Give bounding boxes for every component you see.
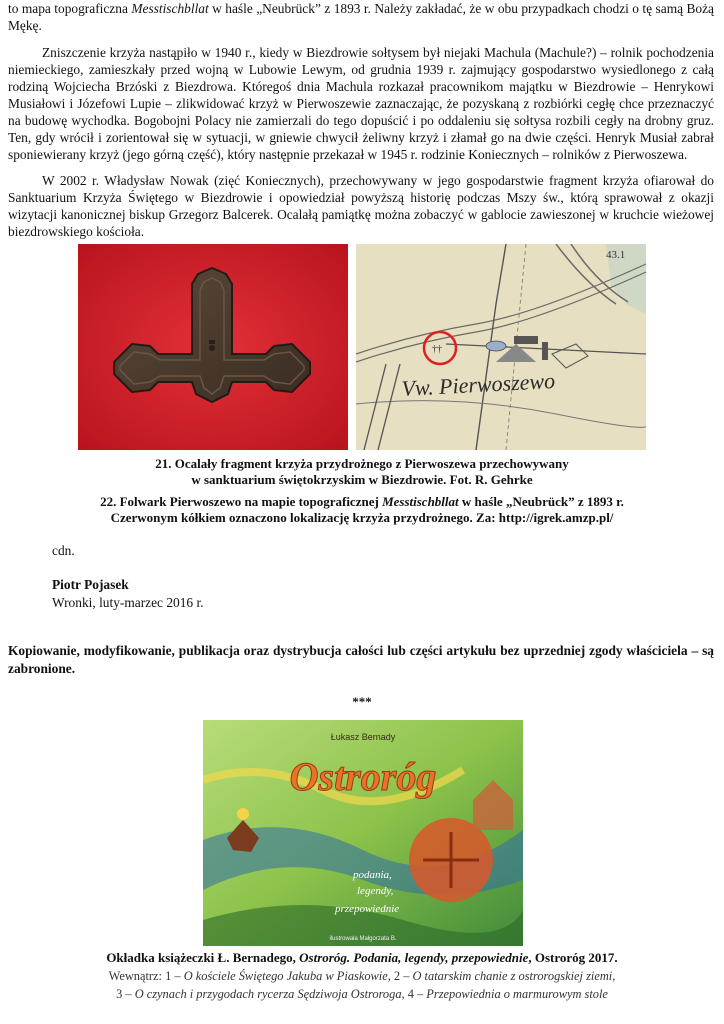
- map-image: [356, 244, 646, 450]
- copyright-notice: Kopiowanie, modyfikowanie, publikacja oraz dystrybucja całości lub części artykułu bez uprzedniej zgody właściciela – są zabronione.: [8, 643, 714, 676]
- paragraph-2: W 2002 r. Władysław Nowak (zięć Koniecznych), przechowywany w jego gospodarstwie fragment krzyża ofiarował do Sanktuarium Krzyża Świętego w Biezdrowie i opowiedział powyższą historię podczas Mszy św., którą sprawował z okazji wizytacji kanonicznej biskup Grzegorz Balcerek. Ocalałą pamiątkę można zobaczyć w gablocie zawieszonej w kruchcie wieżowej biezdrowskiego kościoła.: [8, 173, 714, 239]
- cover-subtitle-2: legendy,: [357, 885, 394, 897]
- cross-photo: [78, 244, 348, 450]
- continued-marker: cdn.: [52, 543, 75, 558]
- svg-text:††: ††: [432, 344, 442, 355]
- paragraph-1: Zniszczenie krzyża nastąpiło w 1940 r., kiedy w Biezdrowie sołtysem był niejaki Machula (Machule?) – rolnik pochodzenia niemieckiego, zamieszkały przed wojną w Lubowie Lewym, od grudnia 1939 r. zajmujący gospodarstwo wysiedlonego z całą rodziną Wojciecha Brzóski z Biezdrowa. Któregoś dnia Machula rozkazał pracownikom majątku w Biezdrowie – Henrykowi Musiałowi i Józefowi Lupie – zlikwidować krzyż w Pierwoszewie zaznaczając, że pozyskaną z rozbiórki cegłę chce przeznaczyć na budowę wychodka. Bogobojni Polacy nie zamierzali do tego dopuścić i po oddaleniu się sołtysa rozbili cegły na drobny gruz. Ten, gdy wrócił i zorientował się w sytuacji, w gniewie chwycił żeliwny krzyż i złamał go na dwie części. Henryk Musiał zabrał sponiewierany krzyż (jego górną część), który następnie przekazał w 1945 r. rodzinie Koniecznych – rolników z Pierwoszewa.: [8, 45, 714, 162]
- cast-iron-cross-image: [78, 244, 348, 450]
- cover-illustrator: ilustrowała Małgorzata B.: [329, 936, 397, 942]
- book-cover-image: [203, 720, 523, 946]
- cover-author: Łukasz Bernady: [330, 732, 396, 742]
- section-separator: ***: [352, 694, 372, 709]
- caption-21: 21. Ocalały fragment krzyża przydrożnego z Pierwoszewa przechowywany w sanktuarium świętokrzyskim w Biezdrowie. Fot. R. Gehrke: [155, 456, 569, 487]
- book-caption: Okładka książeczki Ł. Bernadego, Ostroróg. Podania, legendy, przepowiednie, Ostroróg 2017.: [106, 950, 618, 965]
- map-place-label: Vw. Pierwoszewo: [400, 367, 556, 401]
- topographic-map: [356, 244, 646, 450]
- cover-title: Ostroróg: [289, 754, 437, 799]
- caption-22: 22. Folwark Pierwoszewo na mapie topograficznej Messtischbllat w haśle „Neubrück” z 1893 r. Czerwonym kółkiem oznaczono lokalizację krzyża przydrożnego. Za: http://igrek.amzp.pl/: [100, 494, 624, 525]
- book-contents-line-1: Wewnątrz: 1 – O kościele Świętego Jakuba w Piaskowie, 2 – O tatarskim chanie z ostrorogskiej ziemi,: [108, 969, 616, 983]
- paragraph-0: to mapa topograficzna Messtischbllat w haśle „Neubrück” z 1893 r. Należy zakładać, że w obu przypadkach chodzi o tę samą Bożą Mękę.: [8, 1, 714, 33]
- cover-subtitle-1: podania,: [353, 869, 392, 881]
- author-name: Piotr Pojasek: [52, 577, 129, 592]
- map-number-label: 43.1: [606, 249, 626, 261]
- place-date: Wronki, luty-marzec 2016 r.: [52, 595, 204, 610]
- book-cover: [203, 720, 523, 946]
- cover-subtitle-3: przepowiednie: [335, 903, 400, 915]
- book-contents-line-2: 3 – O czynach i przygodach rycerza Sędziwoja Ostroroga, 4 – Przepowiednia o marmurowym stole: [116, 987, 608, 1001]
